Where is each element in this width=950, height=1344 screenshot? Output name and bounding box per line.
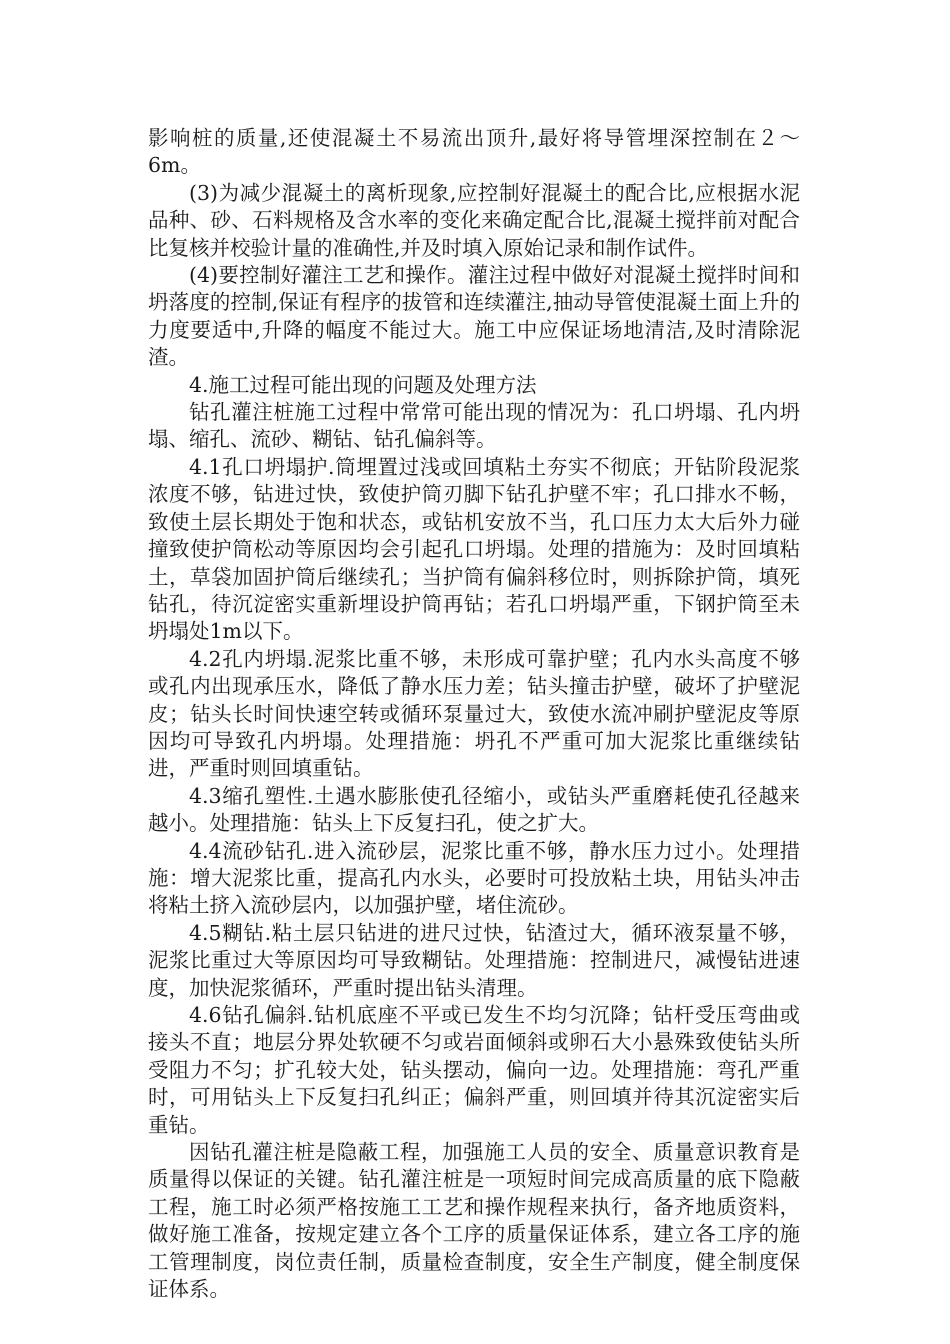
paragraph-4-5: 4.5糊钻.粘土层只钻进的进尺过快，钻渣过大，循环液泵量不够，泥浆比重过大等原因均可导致糊钻。处理措施：控制进尺，减慢钻进速度，加快泥浆循环，严重时提出钻头清理。: [148, 920, 800, 1000]
paragraph-item-4: (4)要控制好灌注工艺和操作。灌注过程中做好对混凝土搅拌时间和坍落度的控制,保证有程序的拔管和连续灌注,抽动导管使混凝土面上升的力度要适中,升降的幅度不能过大。施工中应保证场地清洁,及时清除泥渣。: [148, 263, 800, 370]
paragraph-4-2: 4.2孔内坍塌.泥浆比重不够，未形成可靠护壁；孔内水头高度不够或孔内出现承压水，降低了静水压力差；钻头撞击护壁，破坏了护壁泥皮；钻头长时间快速空转或循环泵量过大，致使水流冲刷护壁泥皮等原因均可导致孔内坍塌。处理措施：坍孔不严重可加大泥浆比重继续钻进，严重时则回填重钻。: [148, 646, 800, 781]
section-heading-4: 4.施工过程可能出现的问题及处理方法: [189, 372, 537, 397]
document-body: [148, 125, 800, 1303]
paragraph-overview: 钻孔灌注桩施工过程中常常可能出现的情况为：孔口坍塌、孔内坍塌、缩孔、流砂、糊钻、钻孔偏斜等。: [148, 400, 800, 452]
paragraph-continuation: 影响桩的质量,还使混凝土不易流出顶升,最好将导管埋深控制在２～6m。: [148, 126, 800, 178]
paragraph-4-6: 4.6钻孔偏斜.钻机底座不平或已发生不均匀沉降；钻杆受压弯曲或接头不直；地层分界处软硬不匀或岩面倾斜或卵石大小悬殊致使钻头所受阻力不匀；扩孔较大处，钻头摆动，偏向一边。处理措施：弯孔严重时，可用钻头上下反复扫孔纠正；偏斜严重，则回填并待其沉淀密实后重钻。: [148, 1003, 800, 1137]
paragraph-item-3: (3)为减少混凝土的离析现象,应控制好混凝土的配合比,应根据水泥品种、砂、石料规格及含水率的变化来确定配合比,混凝土搅拌前对配合比复核并校验计量的准确性,并及时填入原始记录和制作试件。: [148, 180, 800, 260]
paragraph-4-3: 4.3缩孔塑性.土遇水膨胀使孔径缩小，或钻头严重磨耗使孔径越来越小。处理措施：钻头上下反复扫孔，使之扩大。: [148, 783, 800, 836]
paragraph-4-1: 4.1孔口坍塌护.筒埋置过浅或回填粘土夯实不彻底；开钻阶段泥浆浓度不够，钻进过快，致使护筒刃脚下钻孔护壁不牢；孔口排水不畅，致使土层长期处于饱和状态，或钻机安放不当，孔口压力太大后外力碰撞致使护筒松动等原因均会引起孔口坍塌。处理的措施为：及时回填粘土，草袋加固护筒后继续孔；当护筒有偏斜移位时，则拆除护筒，填死钻孔，待沉淀密实重新埋设护筒再钻；若孔口坍塌严重，下钢护筒至未坍塌处1m以下。: [148, 454, 800, 644]
paragraph-4-4: 4.4流砂钻孔.进入流砂层，泥浆比重不够，静水压力过小。处理措施：增大泥浆比重，提高孔内水头，必要时可投放粘土块，用钻头冲击将粘土挤入流砂层内，以加强护壁，堵住流砂。: [148, 838, 800, 918]
paragraph-conclusion: 因钻孔灌注桩是隐蔽工程，加强施工人员的安全、质量意识教育是质量得以保证的关键。钻孔灌注桩是一项短时间完成高质量的底下隐蔽工程，施工时必须严格按施工工艺和操作规程来执行，备齐地质资料，做好施工准备，按规定建立各个工序的质量保证体系，建立各工序的施工管理制度，岗位责任制，质量检查制度，安全生产制度，健全制度保证体系。: [148, 1140, 800, 1302]
